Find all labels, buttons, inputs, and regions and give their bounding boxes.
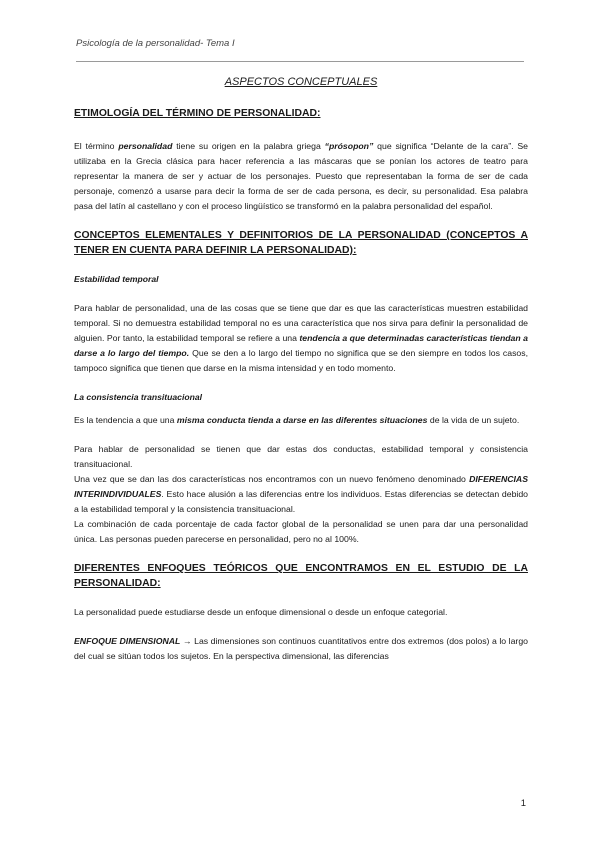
emphasis-prosopon: “prósopon”	[324, 141, 374, 151]
emphasis-misma-conducta: misma conducta tienda a darse en las diferentes situaciones	[176, 415, 428, 425]
text-run: de la vida de un sujeto.	[427, 415, 520, 425]
document-title: ASPECTOS CONCEPTUALES	[224, 76, 378, 88]
paragraph-consistencia	[74, 413, 528, 428]
paragraph-diferencias	[74, 472, 528, 517]
emphasis-enfoque-dimensional: ENFOQUE DIMENSIONAL	[74, 636, 181, 646]
subheading-consistencia: La consistencia transituacional	[74, 392, 202, 402]
text-run: tiene su origen en la palabra griega	[172, 141, 325, 151]
header-divider	[76, 61, 524, 62]
text-run: → Las dimensiones son continuos cuantitativos entre dos extremos (dos polos) a lo largo del cual se sitúan todos los sujetos. En la perspectiva dimensional, las diferencias	[74, 636, 528, 661]
text-run: . Esto hace alusión a las diferencias entre los individuos. Estas diferencias se detectan debido a la estabilidad temporal y la consistencia transituacional.	[74, 489, 528, 514]
page-content	[74, 76, 528, 664]
text-run: que significa “Delante de la cara”. Se utilizaba en la Grecia clásica para hacer referencia a las máscaras que se ponían los actores de teatro para representar la manera de ser y actuar de los personajes. Puesto que representaban la forma de ser de cada personaje, comenzó a usarse para decir la forma de ser de cada persona, es decir, su personalidad. Esa palabra pasa del latín al castellano y con el proceso lingüístico se transformó en la palabra personalidad del español.	[74, 141, 528, 211]
paragraph-dos-conductas: Para hablar de personalidad se tienen que dar estas dos conductas, estabilidad temporal y consistencia transituacional.	[74, 444, 528, 469]
emphasis-personalidad: personalidad	[118, 141, 173, 151]
heading-etimologia: ETIMOLOGÍA DEL TÉRMINO DE PERSONALIDAD:	[74, 108, 321, 119]
paragraph-enfoque-dimensional	[74, 634, 528, 664]
paragraph-combinacion: La combinación de cada porcentaje de cada factor global de la personalidad se unen para dar una personalidad única. Las personas pueden parecerse en personalidad, pero no al 100%.	[74, 519, 528, 544]
emphasis-tendencia: tendencia a que determinadas características tiendan a darse a lo largo del tiempo.	[74, 333, 528, 358]
text-run: Es la tendencia a que una	[74, 415, 177, 425]
text-run: El término	[74, 141, 119, 151]
paragraph-enfoques-intro: La personalidad puede estudiarse desde un enfoque dimensional o desde un enfoque categorial.	[74, 607, 448, 617]
heading-conceptos: CONCEPTOS ELEMENTALES Y DEFINITORIOS DE LA PERSONALIDAD (CONCEPTOS A TENER EN CUENTA PARA DEFINIR LA PERSONALIDAD):	[74, 230, 528, 256]
paragraph-etimologia	[74, 139, 528, 214]
text-run: Una vez que se dan las dos características nos encontramos con un nuevo fenómeno denominado	[74, 474, 470, 484]
page-number: 1	[520, 798, 526, 809]
text-run: Para hablar de personalidad, una de las cosas que se tiene que dar es que las características muestren estabilidad temporal. Si no demuestra estabilidad temporal no es una característica que nos sirva para definir la personalidad de alguien. Por tanto, la estabilidad temporal se refiere a una	[74, 303, 528, 343]
heading-enfoques: DIFERENTES ENFOQUES TEÓRICOS QUE ENCONTRAMOS EN EL ESTUDIO DE LA PERSONALIDAD:	[74, 563, 528, 589]
emphasis-diferencias: DIFERENCIAS INTERINDIVIDUALES	[74, 474, 528, 499]
running-header: Psicología de la personalidad- Tema I	[76, 38, 235, 49]
subheading-estabilidad: Estabilidad temporal	[74, 274, 159, 284]
text-run: Que se den a lo largo del tiempo no significa que se den siempre en todos los casos, tampoco significa que tienen que darse en la misma intensidad y en todo momento.	[74, 348, 529, 373]
paragraph-estabilidad	[74, 301, 528, 376]
